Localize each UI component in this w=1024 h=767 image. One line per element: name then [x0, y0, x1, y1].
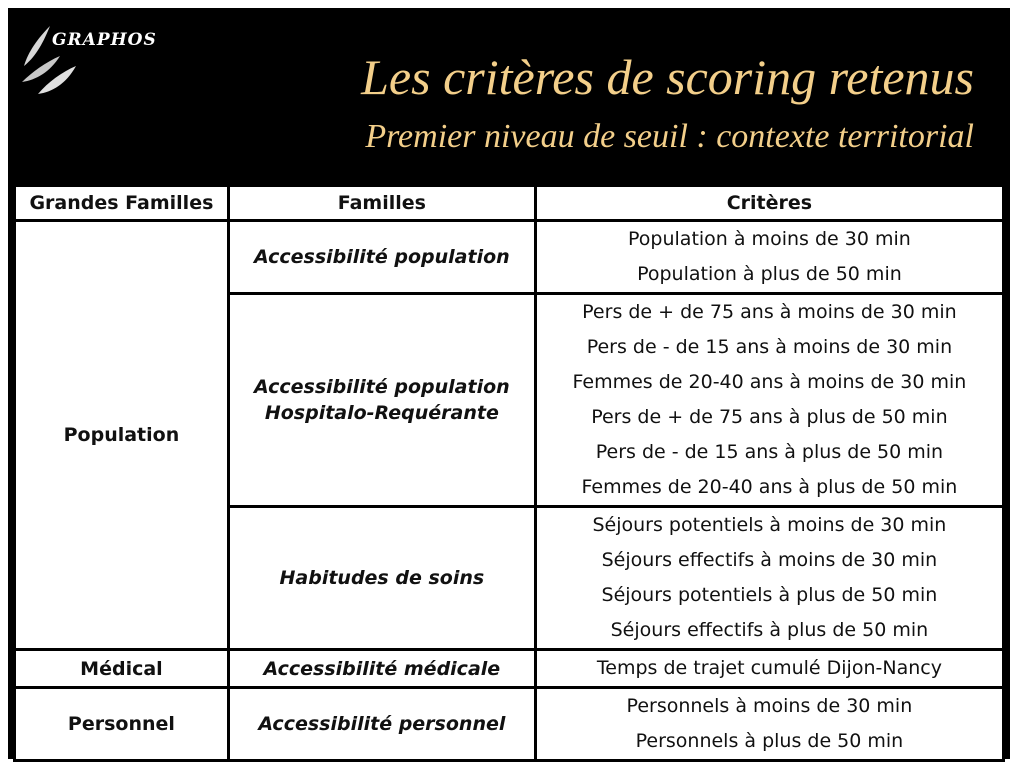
table-row [16, 651, 1002, 686]
criteria-table [13, 184, 1005, 762]
critere-item: Séjours potentiels à moins de 30 min [592, 514, 947, 536]
critere-item: Séjours potentiels à plus de 50 min [601, 584, 938, 606]
table-header-row [16, 187, 1002, 219]
critere-item: Séjours effectifs à plus de 50 min [610, 619, 929, 641]
famille-cell: Accessibilité population [230, 222, 534, 292]
criteres-cell [537, 508, 1002, 648]
critere-item: Temps de trajet cumulé Dijon-Nancy [596, 657, 942, 679]
grande-famille-cell: Personnel [16, 689, 227, 759]
famille-line: Hospitalo-Requérante [264, 402, 499, 424]
header-criteres: Critères [537, 187, 1002, 219]
page-subtitle: Premier niveau de seuil : contexte territorial [365, 118, 974, 155]
famille-cell [230, 295, 534, 505]
criteres-cell [537, 651, 1002, 686]
critere-item: Pers de - de 15 ans à moins de 30 min [586, 336, 953, 358]
logo-text: GRAPHOS [52, 30, 157, 50]
critere-item: Pers de - de 15 ans à plus de 50 min [595, 441, 944, 463]
famille-line: Accessibilité population [254, 376, 510, 398]
page-title: Les critères de scoring retenus [361, 49, 974, 105]
famille-cell: Accessibilité médicale [230, 651, 534, 686]
famille-cell: Habitudes de soins [230, 508, 534, 648]
critere-item: Séjours effectifs à moins de 30 min [601, 549, 938, 571]
critere-item: Population à moins de 30 min [628, 228, 911, 250]
critere-item: Population à plus de 50 min [637, 263, 902, 285]
criteres-cell [537, 689, 1002, 759]
critere-item: Pers de + de 75 ans à moins de 30 min [582, 301, 957, 323]
grande-famille-cell: Population [16, 222, 227, 648]
slide [8, 8, 1010, 759]
critere-item: Pers de + de 75 ans à plus de 50 min [591, 406, 948, 428]
criteres-cell [537, 222, 1002, 292]
critere-item: Femmes de 20-40 ans à moins de 30 min [572, 371, 967, 393]
header-grandes-familles: Grandes Familles [16, 187, 227, 219]
grande-famille-cell: Médical [16, 651, 227, 686]
famille-cell: Accessibilité personnel [230, 689, 534, 759]
table-row [16, 689, 1002, 759]
critere-item: Femmes de 20-40 ans à plus de 50 min [581, 476, 958, 498]
criteres-cell [537, 295, 1002, 505]
critere-item: Personnels à plus de 50 min [635, 730, 904, 752]
header-familles: Familles [230, 187, 534, 219]
table-row [16, 222, 1002, 292]
critere-item: Personnels à moins de 30 min [626, 695, 913, 717]
